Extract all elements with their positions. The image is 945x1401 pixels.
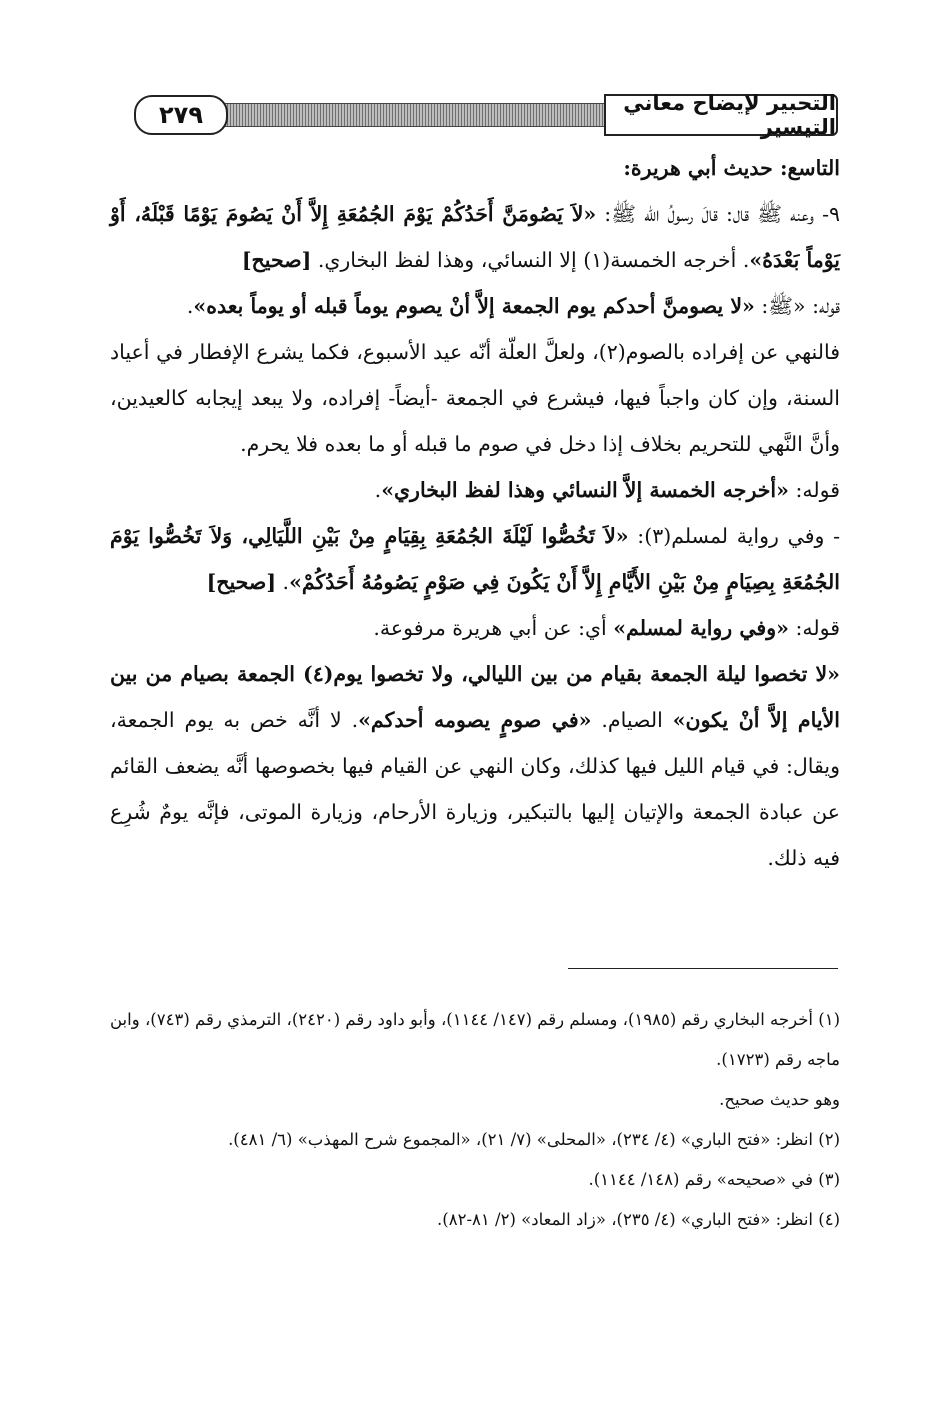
footnote-2: (٢) انظر: «فتح الباري» (٤/ ٢٣٤)، «المحلى» (٧/ ٢١)، «المجموع شرح المهذب» (٦/ ٤٨١). (228, 1130, 840, 1149)
page-header (128, 91, 838, 140)
source-quoted-text: «أخرجه الخمسة إلاَّ النسائي وهذا لفظ البخاري» (381, 478, 789, 502)
footnote-4: (٤) انظر: «فتح الباري» (٤/ ٢٣٥)، «زاد المعاد» (٢/ ٨١-٨٢). (437, 1210, 840, 1229)
explanation-paragraph (110, 651, 840, 881)
footnote-divider (568, 968, 838, 969)
narration-intro: قوله: (788, 616, 840, 640)
source-intro: قوله: (788, 478, 840, 502)
main-text (110, 145, 840, 881)
hadith-source: . أخرجه الخمسة(١) إلا النسائي، وهذا لفظ البخاري. (311, 248, 750, 272)
muslim-hadith-text: «لاَ تَخُصُّوا لَيْلَةَ الجُمُعَةِ بِقِيَامٍ مِنْ بَيْنِ اللَّيَالِي، وَلاَ تَخُصُّوا يَوْمَ الجُمُعَةِ بِصِيَامٍ مِنْ بَيْنِ الأَيَّامِ إِلاَّ أَنْ يَكُونَ فِي صَوْمٍ يَصُومُهُ أَحَدُكُمْ» (110, 524, 840, 594)
commentary-quote (110, 283, 840, 329)
hadith-intro: ٩- وعنه ﷺ قال: قالَ رسولُ الله ﷺ: (596, 202, 841, 226)
muslim-end: . (276, 570, 290, 594)
footnotes (110, 1000, 840, 1240)
hadith-paragraph-9 (110, 191, 840, 283)
commentary-narration (110, 605, 840, 651)
hadith-grade: [صحيح] (241, 248, 312, 272)
muslim-grade: [صحيح] (206, 570, 277, 594)
running-title: التحبير لإيضاح معاني التيسير (604, 94, 838, 136)
footnote-3: (٣) في «صحيحه» رقم (١٤٨/ ١١٤٤). (588, 1170, 840, 1189)
commentary-source-quote (110, 467, 840, 513)
commentary-paragraph: فالنهي عن إفراده بالصوم(٢)، ولعلَّ العلّة أنّه عيد الأسبوع، فكما يشرع الإفطار في أعياد السنة، وإن كان واجباً فيها، فيشرع في الجمعة -أيضاً- إفراده، ولا يبعد إيجابه كالعيدين، وأنَّ النَّهي للتحريم بخلاف إذا دخل في صوم ما قبله أو ما بعده فلا يحرم. (110, 340, 841, 456)
muslim-intro: - وفي رواية لمسلم(٣): (628, 524, 840, 548)
explanation-quote-2: «في صومٍ يصومه أحدكم» (358, 708, 592, 732)
section-heading (110, 145, 840, 191)
explanation-tail: . لا أنَّه خص به يوم الجمعة، ويقال: في قيام الليل فيها كذلك، وكان النهي عن القيام فيها بخصوصها أنَّه يضعف القائم عن عبادة الجمعة والإتيان إليها بالتبكير، وزيارة الأرحام، وزيارة الموتى، فإنَّه يومٌ شُرِع فيه ذلك. (110, 708, 840, 870)
narration-quote: «وفي رواية لمسلم» (613, 616, 789, 640)
page-number: ٢٧٩ (134, 95, 228, 135)
explanation-quote-1: «لا تخصوا ليلة الجمعة بقيام من بين الليالي، ولا تخصوا يوم(٤) الجمعة بصيام من بين الأيام إلاَّ أنْ يكون» (110, 662, 840, 732)
hadith-text: «لاَ يَصُومَنَّ أَحَدُكُمْ يَوْمَ الجُمُعَةِ إِلاَّ أَنْ يَصُومَ يَوْمًا قَبْلَهُ، أَوْ يَوْماً بَعْدَهُ» (110, 202, 840, 272)
commentary-intro: قوله: «ﷺ: (754, 294, 840, 318)
footnote-1-note: وهو حديث صحيح. (719, 1090, 840, 1109)
muslim-narration (110, 513, 840, 605)
commentary-end: . (186, 294, 194, 318)
explanation-mid: الصيام. (591, 708, 673, 732)
commentary-quoted-text: «لا يصومنَّ أحدكم يوم الجمعة إلاَّ أنْ يصوم يوماً قبله أو يوماً بعده» (193, 294, 755, 318)
source-end: . (374, 478, 382, 502)
section-heading-text: التاسع: حديث أبي هريرة: (623, 156, 840, 180)
narration-tail: أي: عن أبي هريرة مرفوعة. (373, 616, 614, 640)
footnote-1: (١) أخرجه البخاري رقم (١٩٨٥)، ومسلم رقم (١٤٧/ ١١٤٤)، وأبو داود رقم (٢٤٢٠)، الترمذي رقم (٧٤٣)، وابن ماجه رقم (١٧٢٣). (110, 1010, 840, 1069)
